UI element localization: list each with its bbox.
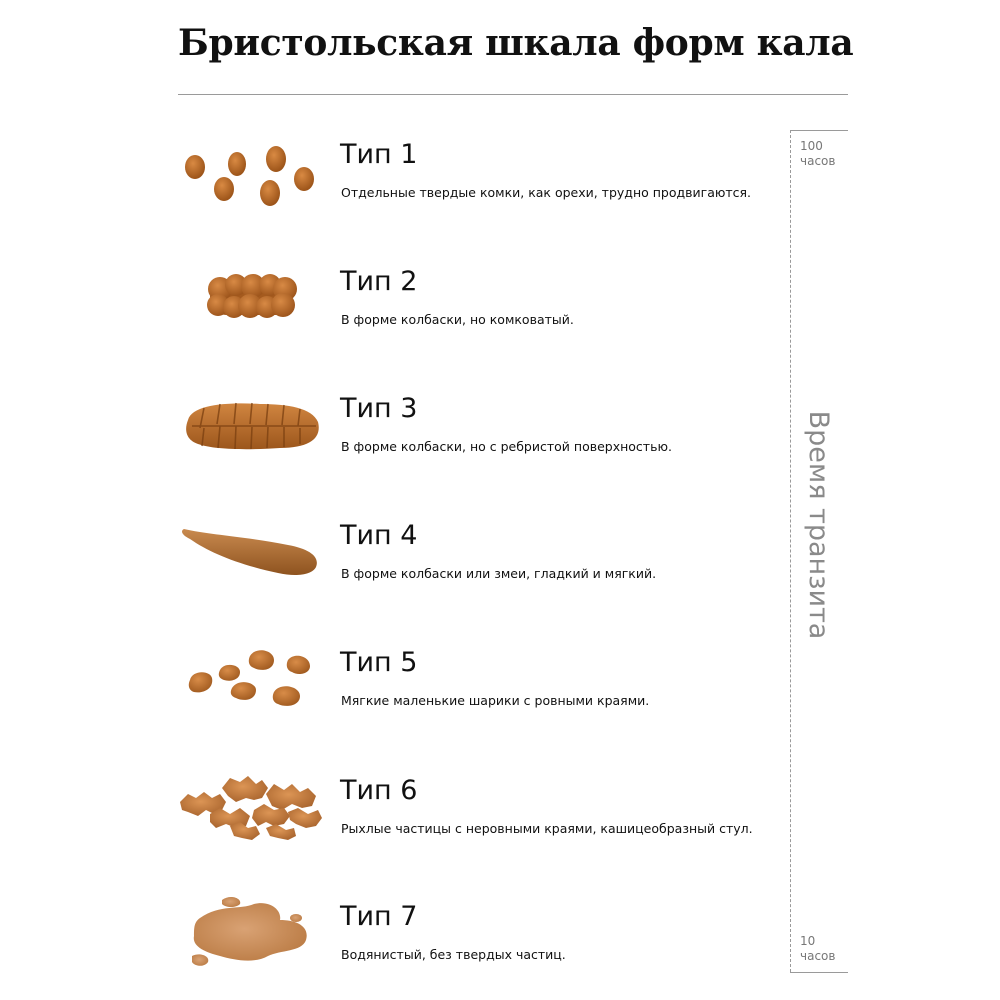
fluffy-pieces-illustration (170, 764, 335, 854)
type-description: Отдельные твердые комки, как орехи, трудно продвигаются. (341, 185, 752, 200)
scale-top-unit: часов (800, 154, 836, 168)
scale-dashed-line (790, 130, 791, 972)
stool-type-3 (170, 382, 780, 492)
page-title: Бристольская шкала форм кала (178, 22, 854, 64)
stool-type-6 (170, 764, 780, 874)
type-name: Тип 6 (340, 775, 418, 806)
transit-time-axis-title: Время транзита (803, 410, 834, 640)
type-name: Тип 4 (340, 520, 418, 551)
scale-bottom-tick (790, 972, 848, 973)
type-description: Мягкие маленькие шарики с ровными краями. (341, 693, 650, 708)
stool-type-4 (170, 509, 780, 619)
type-description: Рыхлые частицы с неровными краями, кашицеобразный стул. (341, 821, 753, 836)
scale-top-value: 100 (800, 139, 823, 153)
type-description: В форме колбаски, но с ребристой поверхностью. (341, 439, 672, 454)
soft-blobs-illustration (170, 636, 335, 726)
stool-type-1 (170, 128, 780, 238)
lumpy-sausage-illustration (170, 255, 335, 345)
title-divider (178, 94, 848, 95)
separate-hard-lumps-illustration (170, 128, 335, 218)
type-name: Тип 7 (340, 901, 418, 932)
watery-puddle-illustration (170, 890, 335, 980)
scale-top-tick (790, 130, 848, 131)
stool-type-7 (170, 890, 780, 1000)
scale-bottom-unit: часов (800, 949, 836, 963)
type-description: Водянистый, без твердых частиц. (341, 947, 566, 962)
type-name: Тип 1 (340, 139, 418, 170)
scale-bottom-value: 10 (800, 934, 816, 948)
type-description: В форме колбаски, но комковатый. (341, 312, 574, 327)
smooth-snake-illustration (170, 509, 335, 599)
stool-type-2 (170, 255, 780, 365)
type-description: В форме колбаски или змеи, гладкий и мягкий. (341, 566, 657, 581)
type-name: Тип 5 (340, 647, 418, 678)
stool-type-5 (170, 636, 780, 746)
type-name: Тип 2 (340, 266, 418, 297)
cracked-sausage-illustration (170, 382, 335, 472)
type-name: Тип 3 (340, 393, 418, 424)
